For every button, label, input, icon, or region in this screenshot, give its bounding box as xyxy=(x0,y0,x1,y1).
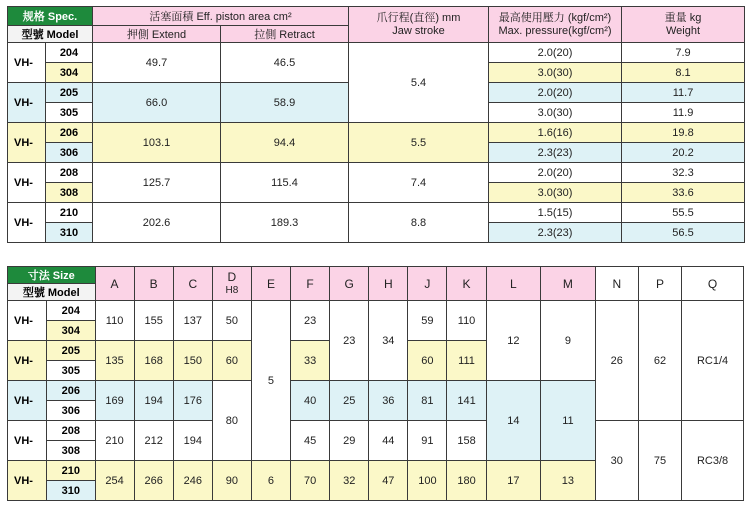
dim-m: 9 xyxy=(541,301,596,381)
dim-k: 111 xyxy=(447,341,486,381)
model-prefix: VH- xyxy=(8,123,46,163)
dim-j: 91 xyxy=(408,421,447,461)
dim-e: 6 xyxy=(251,461,290,501)
model-number: 308 xyxy=(47,441,95,461)
dim-b: 212 xyxy=(134,421,173,461)
weight-value: 19.8 xyxy=(622,123,745,143)
dim-h: 47 xyxy=(369,461,408,501)
model-label: 型號 Model xyxy=(8,26,93,43)
weight-value: 55.5 xyxy=(622,203,745,223)
dim-l: 14 xyxy=(486,381,541,461)
model-prefix: VH- xyxy=(8,341,47,381)
model-prefix: VH- xyxy=(8,203,46,243)
col-header-h: H xyxy=(369,267,408,301)
weight-value: 33.6 xyxy=(622,183,745,203)
model-number: 208 xyxy=(46,163,93,183)
dim-b: 168 xyxy=(134,341,173,381)
pressure-header-en: Max. pressure(kgf/cm²) xyxy=(498,24,612,37)
col-header-k: K xyxy=(447,267,486,301)
dim-a: 254 xyxy=(95,461,134,501)
jaw-value: 5.5 xyxy=(349,123,489,163)
col-header-m: M xyxy=(541,267,596,301)
dim-d: 80 xyxy=(212,381,251,461)
pressure-value: 3.0(30) xyxy=(489,63,622,83)
model-number: 210 xyxy=(46,203,93,223)
model-number: 306 xyxy=(47,401,95,421)
weight-value: 20.2 xyxy=(622,143,745,163)
model-prefix: VH- xyxy=(8,381,47,421)
model-number: 310 xyxy=(47,481,95,501)
dim-e: 5 xyxy=(251,301,290,461)
dim-c: 150 xyxy=(173,341,212,381)
col-header-n: N xyxy=(595,267,638,301)
size-label: 寸法 Size xyxy=(8,267,96,284)
col-header-f: F xyxy=(291,267,330,301)
dim-c: 137 xyxy=(173,301,212,341)
dim-d: 50 xyxy=(212,301,251,341)
dim-g: 29 xyxy=(330,421,369,461)
weight-header-en: Weight xyxy=(665,24,701,37)
col-header-j: J xyxy=(408,267,447,301)
dim-g: 32 xyxy=(330,461,369,501)
retract-value: 46.5 xyxy=(221,43,349,83)
dim-h: 44 xyxy=(369,421,408,461)
col-header-d-letter: D xyxy=(227,269,237,284)
spec-table xyxy=(7,6,745,243)
retract-value: 94.4 xyxy=(221,123,349,163)
weight-header-cn: 重量 kg xyxy=(664,11,702,24)
model-number: 304 xyxy=(46,63,93,83)
dim-q: RC1/4 xyxy=(682,301,744,421)
dim-p: 62 xyxy=(638,301,681,421)
weight-value: 11.7 xyxy=(622,83,745,103)
dim-h: 36 xyxy=(369,381,408,421)
model-number: 304 xyxy=(47,321,95,341)
dim-n: 30 xyxy=(595,421,638,501)
dim-c: 176 xyxy=(173,381,212,421)
model-number: 206 xyxy=(47,381,95,401)
col-header-b: B xyxy=(134,267,173,301)
model-number: 305 xyxy=(47,361,95,381)
model-prefix: VH- xyxy=(8,461,47,501)
spec-label: 规格 Spec. xyxy=(8,7,93,26)
dim-d: 90 xyxy=(212,461,251,501)
model-prefix: VH- xyxy=(8,301,47,341)
dim-h: 34 xyxy=(369,301,408,381)
jaw-header-cn: 爪行程(直徑) mm xyxy=(376,11,461,24)
dim-c: 246 xyxy=(173,461,212,501)
model-prefix: VH- xyxy=(8,163,46,203)
dim-a: 169 xyxy=(95,381,134,421)
model-prefix: VH- xyxy=(8,83,46,123)
dim-m: 13 xyxy=(541,461,596,501)
extend-value: 103.1 xyxy=(93,123,221,163)
retract-value: 58.9 xyxy=(221,83,349,123)
pressure-value: 2.0(20) xyxy=(489,43,622,63)
dim-f: 23 xyxy=(291,301,330,341)
dim-k: 110 xyxy=(447,301,486,341)
retract-value: 189.3 xyxy=(221,203,349,243)
pressure-header xyxy=(489,7,622,43)
dim-g: 25 xyxy=(330,381,369,421)
weight-value: 7.9 xyxy=(622,43,745,63)
dim-j: 59 xyxy=(408,301,447,341)
extend-value: 49.7 xyxy=(93,43,221,83)
dim-l: 12 xyxy=(486,301,541,381)
pressure-value: 1.5(15) xyxy=(489,203,622,223)
pressure-value: 3.0(30) xyxy=(489,183,622,203)
model-prefix: VH- xyxy=(8,43,46,83)
pressure-value: 1.6(16) xyxy=(489,123,622,143)
model-number: 210 xyxy=(47,461,95,481)
dim-b: 194 xyxy=(134,381,173,421)
pressure-value: 2.0(20) xyxy=(489,83,622,103)
model-number: 204 xyxy=(47,301,95,321)
pressure-value: 3.0(30) xyxy=(489,103,622,123)
col-header-d xyxy=(212,267,251,301)
dim-k: 158 xyxy=(447,421,486,461)
col-header-d-sub: H8 xyxy=(225,284,239,296)
model-number: 208 xyxy=(47,421,95,441)
weight-value: 56.5 xyxy=(622,223,745,243)
dim-k: 141 xyxy=(447,381,486,421)
model-number: 305 xyxy=(46,103,93,123)
weight-value: 11.9 xyxy=(622,103,745,123)
dim-f: 70 xyxy=(291,461,330,501)
dim-j: 60 xyxy=(408,341,447,381)
model-number: 205 xyxy=(46,83,93,103)
weight-value: 32.3 xyxy=(622,163,745,183)
col-header-c: C xyxy=(173,267,212,301)
dimension-table xyxy=(7,266,744,501)
extend-value: 66.0 xyxy=(93,83,221,123)
dim-k: 180 xyxy=(447,461,486,501)
model-number: 205 xyxy=(47,341,95,361)
jaw-value: 5.4 xyxy=(349,43,489,123)
dim-l: 17 xyxy=(486,461,541,501)
model-label: 型號 Model xyxy=(8,284,96,301)
dim-b: 155 xyxy=(134,301,173,341)
dim-p: 75 xyxy=(638,421,681,501)
pressure-value: 2.0(20) xyxy=(489,163,622,183)
dim-g: 23 xyxy=(330,301,369,381)
dim-a: 110 xyxy=(95,301,134,341)
col-header-e: E xyxy=(251,267,290,301)
weight-header xyxy=(622,7,745,43)
col-header-q: Q xyxy=(682,267,744,301)
pressure-value: 2.3(23) xyxy=(489,223,622,243)
extend-header: 押側 Extend xyxy=(93,26,221,43)
dim-f: 45 xyxy=(291,421,330,461)
model-number: 310 xyxy=(46,223,93,243)
model-prefix: VH- xyxy=(8,421,47,461)
model-number: 206 xyxy=(46,123,93,143)
pressure-value: 2.3(23) xyxy=(489,143,622,163)
dim-m: 11 xyxy=(541,381,596,461)
model-number: 308 xyxy=(46,183,93,203)
model-number: 306 xyxy=(46,143,93,163)
dim-f: 33 xyxy=(291,341,330,381)
retract-header: 拉側 Retract xyxy=(221,26,349,43)
col-header-g: G xyxy=(330,267,369,301)
col-header-l: L xyxy=(486,267,541,301)
jaw-value: 8.8 xyxy=(349,203,489,243)
dim-q: RC3/8 xyxy=(682,421,744,501)
pressure-header-cn: 最高使用壓力 (kgf/cm²) xyxy=(498,11,612,24)
dim-a: 135 xyxy=(95,341,134,381)
col-header-a: A xyxy=(95,267,134,301)
dim-j: 100 xyxy=(408,461,447,501)
dim-j: 81 xyxy=(408,381,447,421)
area-header: 活塞面積 Eff. piston area cm² xyxy=(93,7,349,26)
dim-b: 266 xyxy=(134,461,173,501)
extend-value: 202.6 xyxy=(93,203,221,243)
dim-d: 60 xyxy=(212,341,251,381)
retract-value: 115.4 xyxy=(221,163,349,203)
col-header-p: P xyxy=(638,267,681,301)
jaw-value: 7.4 xyxy=(349,163,489,203)
extend-value: 125.7 xyxy=(93,163,221,203)
weight-value: 8.1 xyxy=(622,63,745,83)
jaw-header xyxy=(349,7,489,43)
dim-n: 26 xyxy=(595,301,638,421)
dim-f: 40 xyxy=(291,381,330,421)
dim-a: 210 xyxy=(95,421,134,461)
model-number: 204 xyxy=(46,43,93,63)
jaw-header-en: Jaw stroke xyxy=(392,24,445,37)
dim-c: 194 xyxy=(173,421,212,461)
